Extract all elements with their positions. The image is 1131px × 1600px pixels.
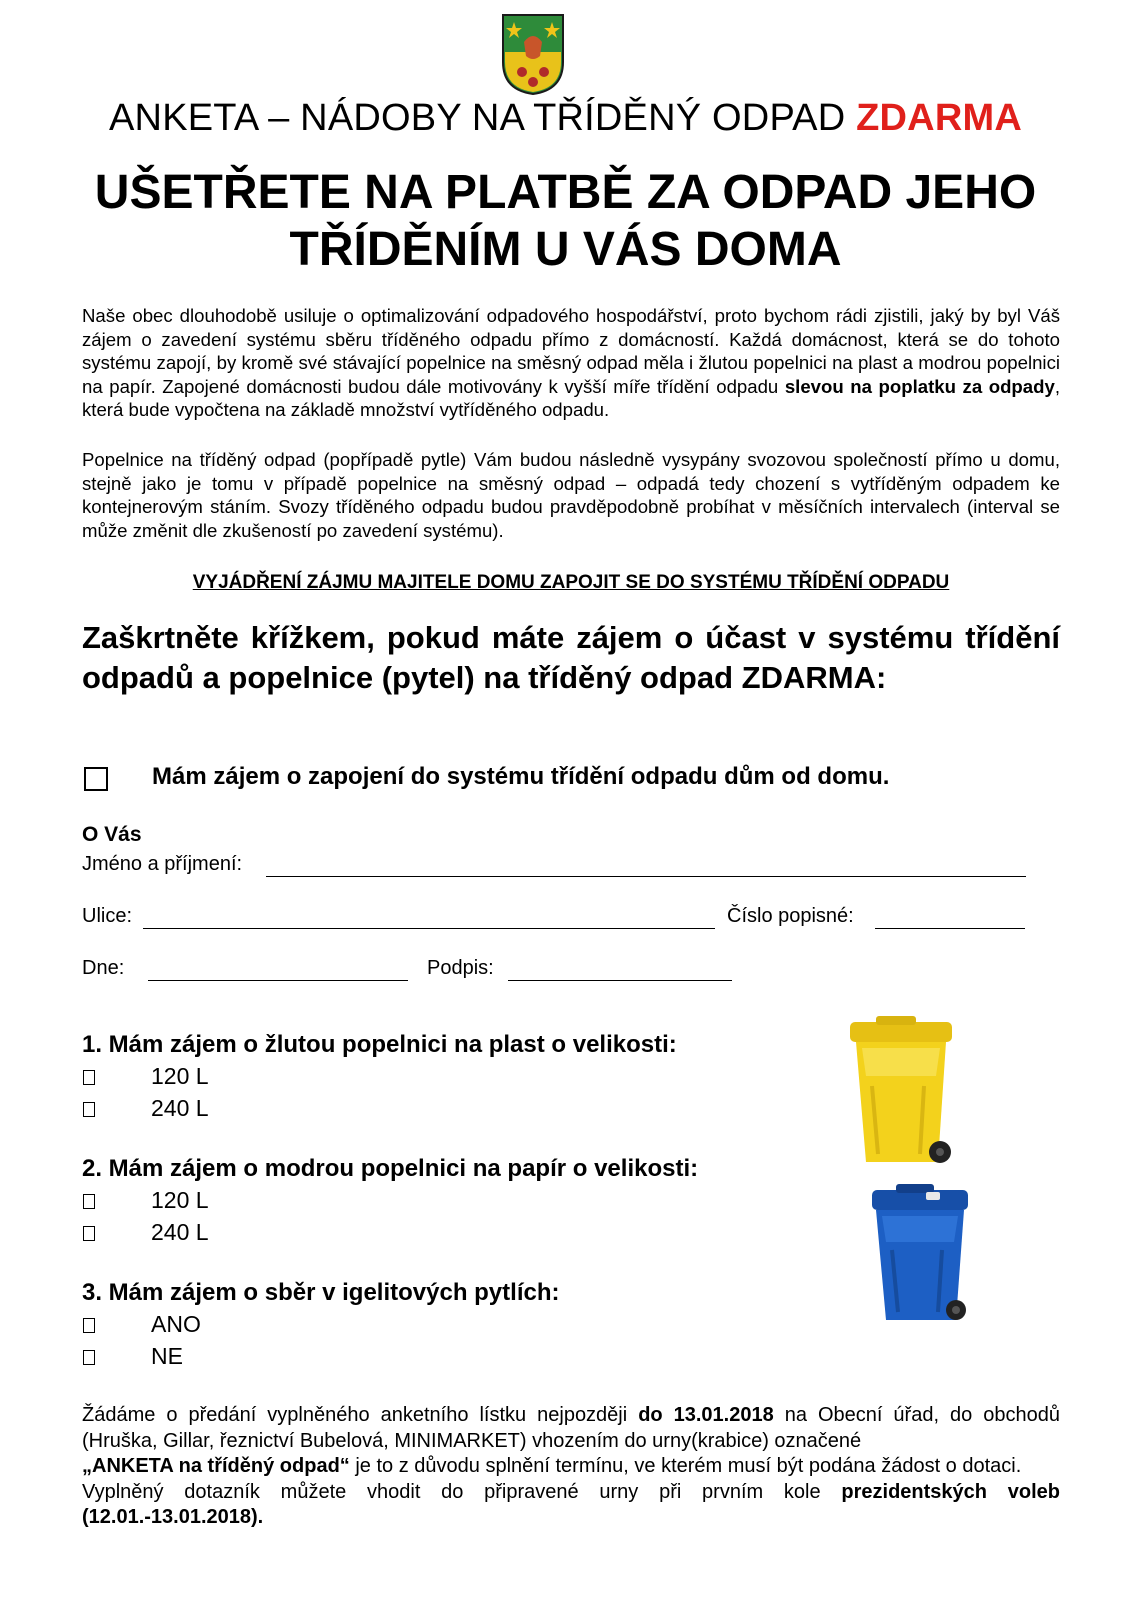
question-3: 3. Mám zájem o sběr v igelitových pytlích: — [82, 1279, 560, 1306]
q1-option-240-checkbox[interactable] — [83, 1102, 95, 1117]
interest-checkbox[interactable] — [84, 767, 108, 791]
q3-option-yes-checkbox[interactable] — [83, 1318, 95, 1333]
date-label: Dne: — [82, 957, 125, 979]
footer-paragraph-1: Žádáme o předání vyplněného anketního lístku nejpozději do 13.01.2018 na Obecní úřad, do obchodů (Hruška, Gillar, řeznictví Bubelová, MINIMARKET) vhozením do urny(krabice) označené „ANKETA na tříděný odpad“ je to z důvodu splnění termínu, ve kterém musí být podána žádost o dotaci. — [82, 1404, 1060, 1478]
question-2: 2. Mám zájem o modrou popelnici na papír o velikosti: — [82, 1155, 699, 1182]
intro-paragraph-1: Naše obec dlouhodobě usiluje o optimalizování odpadového hospodářství, proto bychom rádi zjistili, jaký by byl Váš zájem o zavedení systému sběru tříděného odpadu přímo z domácností. Každá domácnost, která se do tohoto systému zapojí, by kromě své stávající popelnice na směsný odpad měla i žlutou popelnici na plast a modrou popelnici na papír. Zapojené domácnosti budou dále motivovány k vyšší míře třídění odpadu slevou na poplatku za odpady, která bude vypočtena na základě množství vytříděného odpadu. — [82, 305, 1060, 421]
name-label: Jméno a příjmení: — [82, 853, 243, 875]
q2-option-240-checkbox[interactable] — [83, 1226, 95, 1241]
street-label: Ulice: — [82, 905, 133, 927]
footer-text — [82, 1403, 1060, 1531]
yellow-bin-icon — [846, 1016, 958, 1172]
blue-bin-icon — [870, 1184, 970, 1328]
main-headline: UŠETŘETE NA PLATBĚ ZA ODPAD JEHO TŘÍDĚNÍM U VÁS DOMA — [94, 166, 1037, 276]
signature-field[interactable] — [508, 980, 732, 981]
intro-paragraph-2: Popelnice na tříděný odpad (popřípadě pytle) Vám budou následně vysypány svozovou společností přímo u domu, stejně jako je tomu v případě popelnice na směsný odpad – odpadá tedy chození s vytříděným odpadem ke kontejnerovým stáním. Svozy tříděného odpadu budou pravděpodobně probíhat v měsíčních intervalech (interval se může změnit dle zkušeností po zavedení systému). — [82, 449, 1060, 541]
signature-label: Podpis: — [427, 957, 494, 979]
q1-option-120-label: 120 L — [151, 1063, 209, 1089]
section-heading: VYJÁDŘENÍ ZÁJMU MAJITELE DOMU ZAPOJIT SE DO SYSTÉMU TŘÍDĚNÍ ODPADU — [192, 572, 950, 593]
q2-option-120-label: 120 L — [151, 1187, 209, 1213]
interest-label: Mám zájem o zapojení do systému třídění odpadu dům od domu. — [152, 763, 890, 790]
q2-option-120-checkbox[interactable] — [83, 1194, 95, 1209]
about-heading: O Vás — [82, 823, 142, 846]
footer-paragraph-2: Vyplněný dotazník můžete vhodit do připravené urny při prvním kole prezidentských voleb (12.01.-13.01.2018). — [82, 1480, 1060, 1529]
house-number-field[interactable] — [875, 928, 1025, 929]
q3-option-no-checkbox[interactable] — [83, 1350, 95, 1365]
date-field[interactable] — [148, 980, 408, 981]
q3-option-no-label: NE — [151, 1343, 183, 1369]
survey-title: ANKETA – NÁDOBY NA TŘÍDĚNÝ ODPAD ZDARMA — [109, 97, 1022, 139]
q3-option-yes-label: ANO — [151, 1311, 201, 1337]
municipal-crest-icon — [500, 12, 566, 96]
name-field[interactable] — [266, 876, 1026, 877]
street-field[interactable] — [143, 928, 715, 929]
q1-option-120-checkbox[interactable] — [83, 1070, 95, 1085]
free-highlight: ZDARMA — [856, 97, 1022, 139]
house-number-label: Číslo popisné: — [727, 905, 854, 927]
q2-option-240-label: 240 L — [151, 1219, 209, 1245]
instruction-text: Zaškrtněte křížkem, pokud máte zájem o účast v systému třídění odpadů a popelnice (pytel) na tříděný odpad ZDARMA: — [82, 620, 1060, 695]
question-1: 1. Mám zájem o žlutou popelnici na plast o velikosti: — [82, 1031, 677, 1058]
q1-option-240-label: 240 L — [151, 1095, 209, 1121]
